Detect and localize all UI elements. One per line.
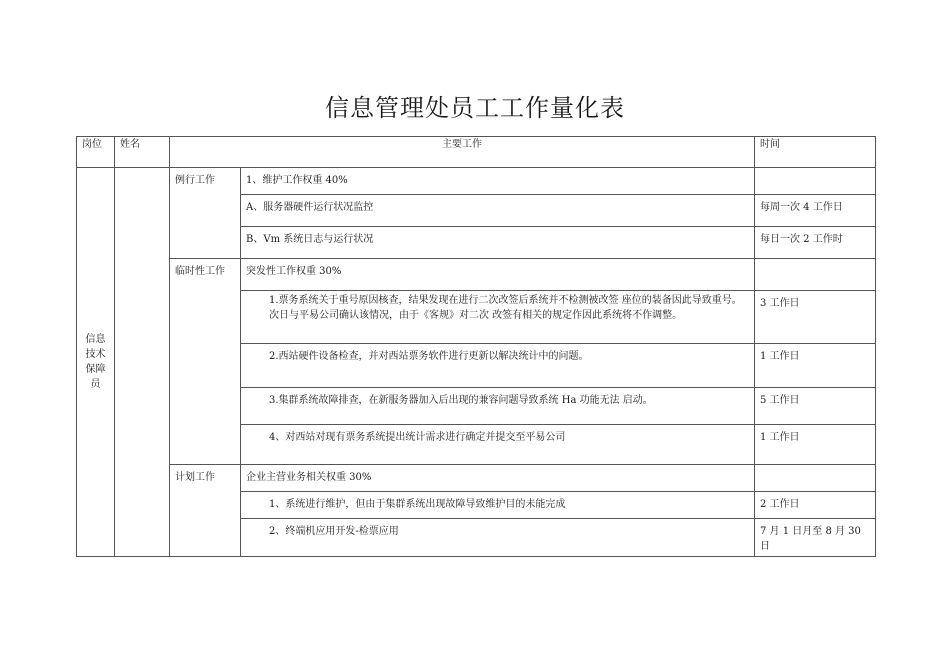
planned-weight: 企业主营业务相关权重 30% [241,465,755,492]
temporary-weight: 突发性工作权重 30% [241,259,755,291]
routine-item-text: A、服务器硬件运行状况监控 [241,195,755,227]
planned-item-time: 7 月 1 日月至 8 月 30 日 [755,519,876,557]
position-cell [77,168,115,557]
temporary-item-time: 1 工作日 [755,344,876,388]
routine-item-text: B、Vm 系统日志与运行状况 [241,227,755,259]
temporary-item-text: 4、对西站对现有票务系统提出统计需求进行确定并提交至平易公司 [241,425,755,465]
planned-item-text: 1、系统进行维护，但由于集群系统出现故障导致维护目的未能完成 [241,492,755,519]
planned-item-text: 2、终端机应用开发-检票应用 [241,519,755,557]
routine-item-time: 每周一次 4 工作日 [755,195,876,227]
header-row [77,137,876,168]
temporary-item-paragraph: 1.票务系统关于重号原因核查，结果发现在进行二次改签后系统并不检测被改签 座位的装备因此导致重号。次日与平易公司确认该情况，由于《客规》对二次 改签有相关的规定作因此系统将不作调整。 [269,295,742,321]
routine-label: 例行工作 [170,168,241,259]
position-line: 技术 [85,349,106,360]
position-line: 保障 [85,364,106,375]
routine-item-time: 每日一次 2 工作时 [755,227,876,259]
header-main-work: 主要工作 [170,137,755,168]
planned-weight-time [755,465,876,492]
header-time: 时间 [755,137,876,168]
position-line: 员 [90,379,101,390]
planned-label: 计划工作 [170,465,241,557]
workload-table [76,136,876,557]
temporary-weight-time [755,259,876,291]
table-row [77,465,876,492]
position-line: 信息 [85,334,106,345]
header-position: 岗位 [77,137,115,168]
temporary-item-time: 1 工作日 [755,425,876,465]
planned-item-time: 2 工作日 [755,492,876,519]
name-cell [115,168,170,557]
header-name: 姓名 [115,137,170,168]
routine-weight: 1、维护工作权重 40% [241,168,755,195]
temporary-item-text [241,291,755,344]
table-row [77,259,876,291]
page-title: 信息管理处员工工作量化表 [325,94,625,122]
temporary-item-time: 3 工作日 [755,291,876,344]
routine-weight-time [755,168,876,195]
temporary-item-text: 2.西站硬件设备检查，并对西站票务软件进行更新以解决统计中的问题。 [241,344,755,388]
temporary-item-time: 5 工作日 [755,388,876,425]
temporary-label: 临时性工作 [170,259,241,465]
table-row [77,168,876,195]
temporary-item-text: 3.集群系统故障排查，在新服务器加入后出现的兼容问题导致系统 Ha 功能无法 启动。 [241,388,755,425]
